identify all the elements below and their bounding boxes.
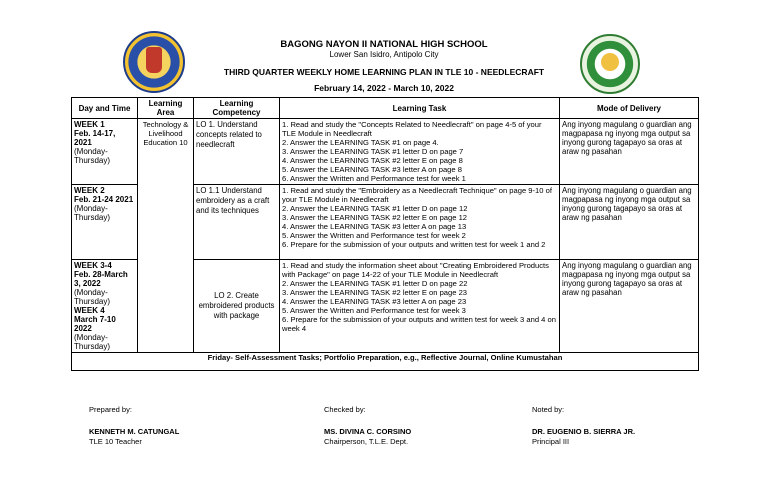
task-cell xyxy=(280,185,560,260)
signature-label: Checked by: xyxy=(324,405,366,414)
table-row xyxy=(72,119,699,185)
week-range: Feb. 21-24 2021 xyxy=(74,195,134,204)
task-item: 2. Answer the LEARNING TASK #1 letter D on page 12 xyxy=(282,204,468,213)
task-item: 6. Prepare for the submission of your outputs and written test for week 3 and 4 on week 4 xyxy=(282,315,556,333)
task-cell xyxy=(280,119,560,185)
friday-activities: Friday- Self-Assessment Tasks; Portfolio Preparation, e.g., Reflective Journal, Online Kumustahan xyxy=(72,353,699,371)
noted-by-block xyxy=(532,405,635,447)
day-time-cell xyxy=(72,185,138,260)
header-day-time: Day and Time xyxy=(72,98,138,119)
week-range: Feb. 28-March 3, 2022 xyxy=(74,270,128,288)
week-days: (Monday-Thursday) xyxy=(74,204,111,222)
week-label: WEEK 2 xyxy=(74,186,105,195)
prepared-by-block xyxy=(89,405,179,447)
task-item: 1. Read and study the "Embroidery as a Needlecraft Technique" on page 9-10 of your TLE Module in Needlecraft xyxy=(282,186,552,204)
task-item: 3. Answer the LEARNING TASK #1 letter D on page 7 xyxy=(282,147,464,156)
task-item: 1. Read and study the information sheet about "Creating Embroidered Products with Package" on page 14-22 of your TLE Module in Needlecraft xyxy=(282,261,549,279)
task-item: 1. Read and study the "Concepts Related to Needlecraft" on page 4-5 of your TLE Module in Needlecraft xyxy=(282,120,542,138)
competency-cell: LO 2. Create embroidered products with package xyxy=(194,260,280,353)
task-item: 3. Answer the LEARNING TASK #2 letter E on page 23 xyxy=(282,288,468,297)
mode-of-delivery-cell: Ang inyong magulang o guardian ang magpapasa ng inyong mga output sa inyong gurong tagapayo sa oras at araw ng pasahan xyxy=(560,185,699,260)
header-mode-of-delivery: Mode of Delivery xyxy=(560,98,699,119)
day-time-cell xyxy=(72,119,138,185)
task-item: 4. Answer the LEARNING TASK #2 letter E on page 8 xyxy=(282,156,463,165)
checked-by-block xyxy=(324,405,411,447)
signatory-name: KENNETH M. CATUNGAL xyxy=(89,427,180,436)
task-item: 5. Answer the Written and Performance test for week 2 xyxy=(282,231,466,240)
plan-dates: February 14, 2022 - March 10, 2022 xyxy=(314,83,454,93)
task-cell xyxy=(280,260,560,353)
signatory-name: DR. EUGENIO B. SIERRA JR. xyxy=(532,427,636,436)
school-name: BAGONG NAYON II NATIONAL HIGH SCHOOL xyxy=(280,39,488,50)
signatory-name: MS. DIVINA C. CORSINO xyxy=(324,427,412,436)
school-address: Lower San Isidro, Antipolo City xyxy=(329,50,439,59)
task-item: 2. Answer the LEARNING TASK #1 on page 4. xyxy=(282,138,439,147)
learning-plan-table xyxy=(71,97,699,371)
signatory-title: Principal III xyxy=(532,437,570,446)
header-learning-task: Learning Task xyxy=(280,98,560,119)
learning-area-cell: Technology & Livelihood Education 10 xyxy=(138,119,194,353)
mode-of-delivery-cell: Ang inyong magulang o guardian ang magpapasa ng inyong mga output sa inyong gurong tagapayo sa oras at araw ng pasahan xyxy=(560,260,699,353)
header-learning-competency: Learning Competency xyxy=(194,98,280,119)
task-item: 5. Answer the Written and Performance test for week 3 xyxy=(282,306,466,315)
task-item: 6. Prepare for the submission of your outputs and written test for week 1 and 2 xyxy=(282,240,546,249)
week-label: WEEK 1 xyxy=(74,120,105,129)
signatory-title: Chairperson, T.L.E. Dept. xyxy=(324,437,409,446)
week-days: (Monday-Thursday) xyxy=(74,288,111,306)
plan-title: THIRD QUARTER WEEKLY HOME LEARNING PLAN IN TLE 10 - NEEDLECRAFT xyxy=(223,67,545,77)
task-item: 2. Answer the LEARNING TASK #1 letter D on page 22 xyxy=(282,279,468,288)
week-range: Feb. 14-17, 2021 xyxy=(74,129,116,147)
task-item: 6. Answer the Written and Performance test for week 1 xyxy=(282,174,466,183)
week-range: March 7-10 2022 xyxy=(74,315,116,333)
week-label: WEEK 4 xyxy=(74,306,105,315)
week-label: WEEK 3-4 xyxy=(74,261,112,270)
table-header-row xyxy=(72,98,699,119)
week-days: (Monday-Thursday) xyxy=(74,333,111,351)
competency-cell: LO 1. Understand concepts related to needlecraft xyxy=(194,119,280,185)
mode-of-delivery-cell: Ang inyong magulang o guardian ang magpapasa ng inyong mga output sa inyong gurong tagapayo sa oras at araw ng pasahan xyxy=(560,119,699,185)
signature-label: Noted by: xyxy=(532,405,565,414)
header-learning-area: Learning Area xyxy=(138,98,194,119)
task-item: 4. Answer the LEARNING TASK #3 letter A on page 23 xyxy=(282,297,467,306)
table-footer-row xyxy=(72,353,699,371)
day-time-cell xyxy=(72,260,138,353)
signature-label: Prepared by: xyxy=(89,405,132,414)
week-days: (Monday-Thursday) xyxy=(74,147,111,165)
task-item: 4. Answer the LEARNING TASK #3 letter A on page 13 xyxy=(282,222,467,231)
task-item: 3. Answer the LEARNING TASK #2 letter E on page 12 xyxy=(282,213,468,222)
task-item: 5. Answer the LEARNING TASK #3 letter A on page 8 xyxy=(282,165,462,174)
competency-cell: LO 1.1 Understand embroidery as a craft and its techniques xyxy=(194,185,280,260)
signatory-title: TLE 10 Teacher xyxy=(89,437,142,446)
